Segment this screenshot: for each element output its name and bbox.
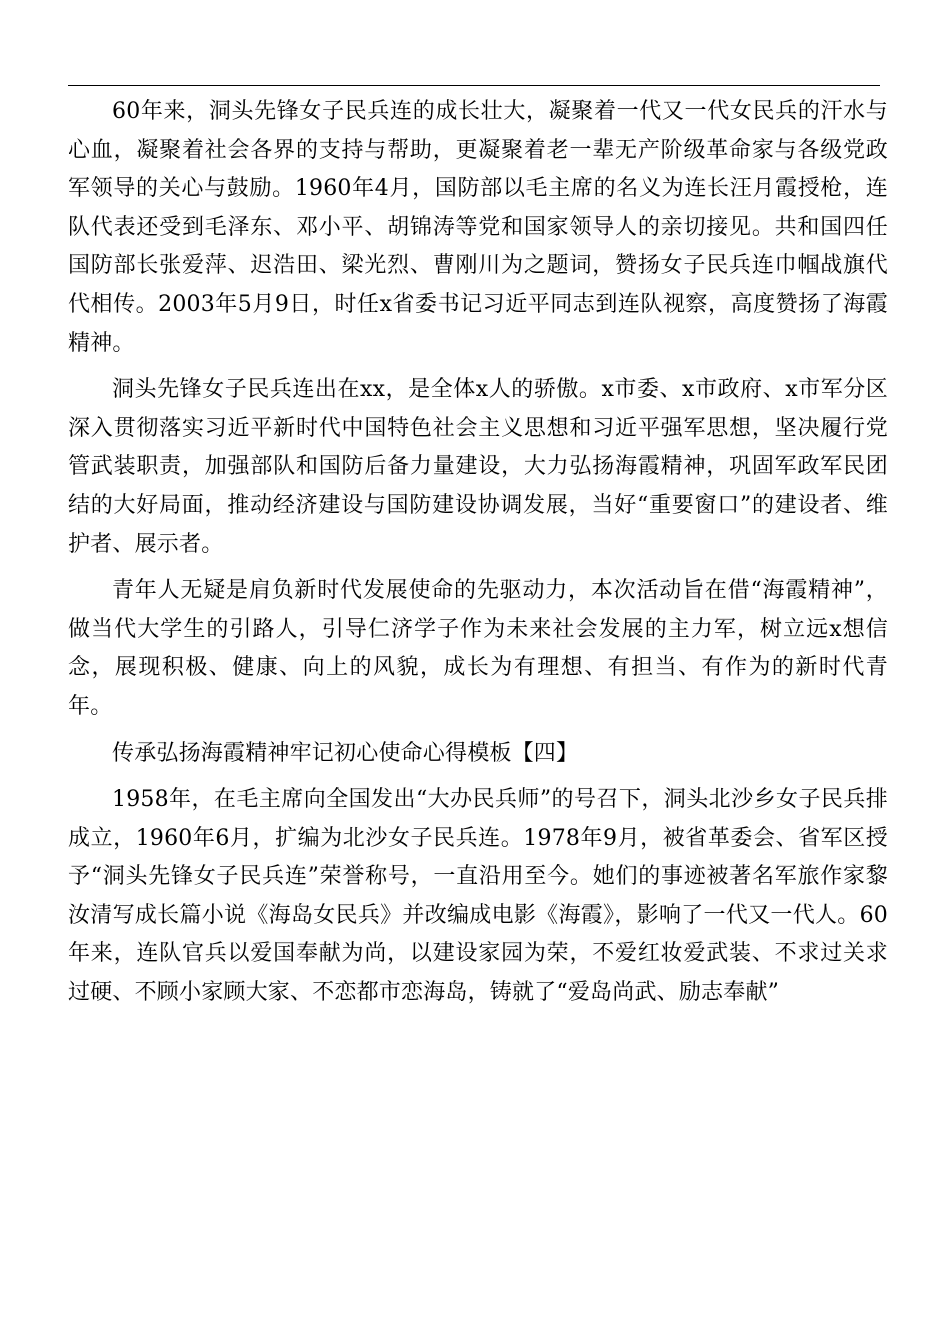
paragraph-1: 60年来，洞头先锋女子民兵连的成长壮大，凝聚着一代又一代女民兵的汗水与心血，凝聚着社会各界的支持与帮助，更凝聚着老一辈无产阶级革命家与各级党政军领导的关心与鼓励。1960年4月，国防部以毛主席的名义为连长汪月霞授枪，连队代表还受到毛泽东、邓小平、胡锦涛等党和国家领导人的亲切接见。共和国四任国防部长张爱萍、迟浩田、梁光烈、曹刚川为之题词，赞扬女子民兵连巾帼战旗代代相传。2003年5月9日，时任x省委书记习近平同志到连队视察，高度赞扬了海霞精神。 (68, 99, 888, 356)
paragraph-2: 洞头先锋女子民兵连出在xx，是全体x人的骄傲。x市委、x市政府、x市军分区深入贯彻落实习近平新时代中国特色社会主义思想和习近平强军思想，坚决履行党管武装职责，加强部队和国防后备力量建设，大力弘扬海霞精神，巩固军政军民团结的大好局面，推动经济建设与国防建设协调发展，当好“重要窗口”的建设者、维护者、展示者。 (68, 377, 888, 557)
section-heading: 传承弘扬海霞精神牢记初心使命心得模板【四】 (112, 740, 579, 766)
document-body (68, 93, 888, 1013)
paragraph-3: 青年人无疑是肩负新时代发展使命的先驱动力，本次活动旨在借“海霞精神”，做当代大学生的引路人，引导仁济学子作为未来社会发展的主力军，树立远x想信念，展现积极、健康、向上的风貌，成长为有理想、有担当、有作为的新时代青年。 (68, 578, 888, 719)
paragraph-4: 1958年，在毛主席向全国发出“大办民兵师”的号召下，洞头北沙乡女子民兵排成立，1960年6月，扩编为北沙女子民兵连。1978年9月，被省革委会、省军区授予“洞头先锋女子民兵连”荣誉称号，一直沿用至今。她们的事迹被著名军旅作家黎汝清写成长篇小说《海岛女民兵》并改编成电影《海霞》，影响了一代又一代人。60年来，连队官兵以爱国奉献为尚，以建设家园为荣，不爱红妆爱武装、不求过关求过硬、不顾小家顾大家、不恋都市恋海岛，铸就了“爱岛尚武、励志奉献” (68, 787, 888, 1006)
header-rule (68, 85, 880, 86)
